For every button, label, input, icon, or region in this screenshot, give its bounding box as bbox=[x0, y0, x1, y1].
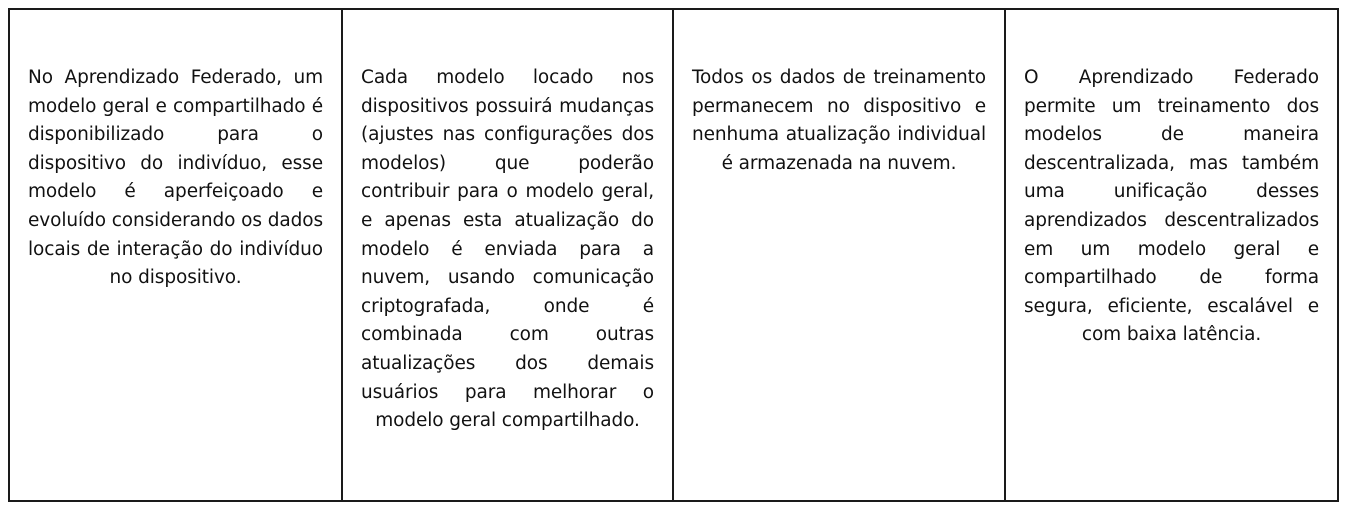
table-column-4 bbox=[1006, 10, 1337, 500]
column-1-text: No Aprendizado Federado, um modelo geral e compartilhado é disponibilizado para o dispositivo do indivíduo, esse modelo é aperfeiçoado e evoluído considerando os dados locais de interação do indivíduo no dispositivo. bbox=[28, 67, 323, 289]
info-table bbox=[8, 8, 1339, 502]
column-4-text: O Aprendizado Federado permite um treinamento dos modelos de maneira descentralizada, mas também uma unificação desses aprendizados descentralizados em um modelo geral e compartilhado de forma segura, eficiente, escalável e com baixa latência. bbox=[1024, 67, 1319, 346]
table-column-2 bbox=[343, 10, 674, 500]
table-column-3 bbox=[674, 10, 1006, 500]
column-2-text: Cada modelo locado nos dispositivos possuirá mudanças (ajustes nas configurações dos modelos) que poderão contribuir para o modelo geral, e apenas esta atualização do modelo é enviada para a nuvem, usando comunicação criptografada, onde é combinada com outras atualizações dos demais usuários para melhorar o modelo geral compartilhado. bbox=[361, 67, 654, 432]
table-column-1 bbox=[10, 10, 343, 500]
column-3-text: Todos os dados de treinamento permanecem no dispositivo e nenhuma atualização individual é armazenada na nuvem. bbox=[692, 67, 986, 174]
